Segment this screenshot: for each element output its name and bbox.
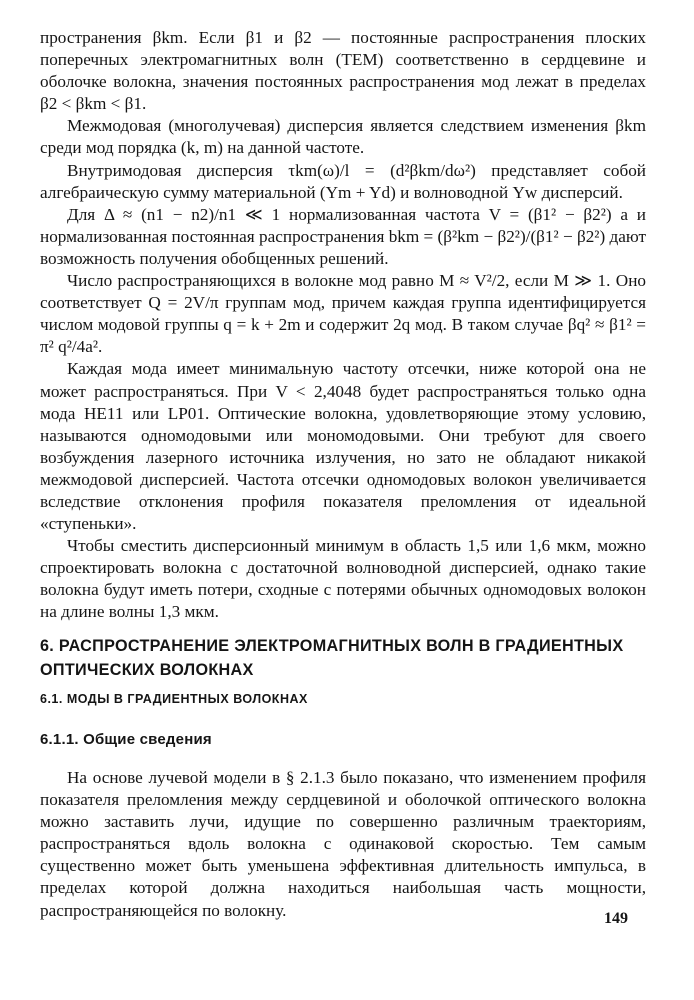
- paragraph: Для Δ ≈ (n1 − n2)/n1 ≪ 1 нормализованная частота V = (β1² − β2²) a и нормализованная постоянная распространения bkm = (β²km − β2²)/(β1² − β2²) дают возможность получения обобщенных решений.: [40, 204, 646, 268]
- paragraph: Число распространяющихся в волокне мод равно M ≈ V²/2, если M ≫ 1. Оно соответствует Q = 2V/π группам мод, причем каждая группа идентифицируется числом модовой группы q = k + 2m и содержит 2q мод. В таком случае βq² ≈ β1² = π² q²/4a².: [40, 271, 646, 357]
- paragraph: Межмодовая (многолучевая) дисперсия является следствием изменения βkm среди мод порядка (k, m) на данной частоте.: [40, 116, 646, 158]
- paragraph: Каждая мода имеет минимальную частоту отсечки, ниже которой она не может распространяться. При V < 2,4048 будет распространяться только одна мода HE11 или LP01. Оптические волокна, удовлетворяющие этому условию, называются одномодовыми или мономодовыми. Они требуют для своего возбуждения лазерного источника излучения, но зато не обладают никакой межмодовой дисперсией. Частота отсечки одномодовых волокон увеличивается вследствие отклонения профиля показателя преломления от идеальной «ступеньки».: [40, 359, 646, 534]
- subsection-heading: 6.1.1. Общие сведения: [40, 731, 212, 748]
- chapter-heading: 6. РАСПРОСТРАНЕНИЕ ЭЛЕКТРОМАГНИТНЫХ ВОЛН В ГРАДИЕНТНЫХ ОПТИЧЕСКИХ ВОЛОКНАХ: [40, 637, 624, 679]
- paragraph: Чтобы сместить дисперсионный минимум в область 1,5 или 1,6 мкм, можно спроектировать волокна с достаточной волноводной дисперсией, однако такие волокна будут иметь потери, сходные с потерями обычных одномодовых волокон на длине волны 1,3 мкм.: [40, 536, 646, 622]
- paragraph: На основе лучевой модели в § 2.1.3 было показано, что изменением профиля показателя преломления между сердцевиной и оболочкой оптического волокна можно заставить лучи, идущие по совершенно различным траекториям, распространяться вдоль волокна с одинаковой скоростью. Тем самым существенно может быть уменьшена эффективная длительность импульса, в пределах которой должна находиться наибольшая часть мощности, распространяющейся по волокну.: [40, 768, 646, 920]
- section-heading: 6.1. МОДЫ В ГРАДИЕНТНЫХ ВОЛОКНАХ: [40, 692, 308, 706]
- section-text: [40, 767, 646, 922]
- page-number: 149: [604, 910, 628, 927]
- paragraph: пространения βkm. Если β1 и β2 — постоянные распространения плоских поперечных электромагнитных волн (TEM) соответственно в сердцевине и оболочке волокна, значения постоянных распространения мод лежат в пределах β2 < βkm < β1.: [40, 28, 646, 114]
- paragraph: Внутримодовая дисперсия τkm(ω)/l = (d²βkm/dω²) представляет собой алгебраическую сумму материальной (Ym + Yd) и волноводной Yw дисперсий.: [40, 160, 646, 202]
- body-text: [40, 27, 646, 624]
